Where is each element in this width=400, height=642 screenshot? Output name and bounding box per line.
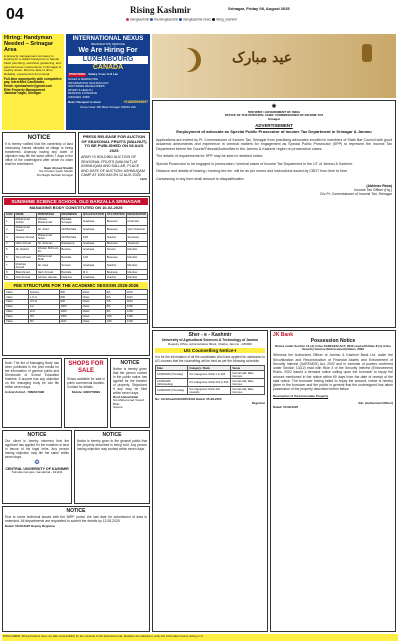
social-handle: rising_kashmir (215, 17, 238, 22)
table-cell: Class (81, 314, 105, 319)
table-header: RESIDENCE (60, 212, 81, 217)
table-cell: Ghulam Hassan (36, 275, 60, 280)
managing-body-table (4, 212, 148, 280)
itax-office-line: O/o Pr. Commissioner of Income Tax, Srinagar (319, 192, 392, 197)
table-row (5, 319, 148, 324)
table-row (5, 262, 148, 270)
table-cell: 1000 (59, 304, 81, 309)
hiring-body: A property management company is looking for a skilled handyman to handle basic plumbing, electrical, gardening, and general house maintenance in Srinagar & nearby areas. Must be able to drive. Reliable, experienced & punctual. (4, 53, 61, 77)
hiring-address: Jawahar nagar, Srinagar. (4, 91, 42, 96)
table-cell: 3rd (28, 314, 59, 319)
notice-mid (110, 358, 150, 428)
table-cell: Ab. Gani (36, 262, 60, 270)
itax-designation: Income Tax Officer (Hq.) (354, 188, 392, 193)
table-cell: 800 (59, 290, 81, 295)
table-row (5, 225, 148, 233)
table-cell: Sonwar (60, 262, 81, 270)
table-cell: Rawalpora (60, 241, 81, 246)
notice-title: NOTICE (27, 432, 47, 438)
table-cell: Bilal Ahmad (14, 270, 36, 275)
table-cell: L.K.G (28, 295, 59, 300)
possession-body: Whereas the Authorized Officer of Jammu & Kashmir Bank Ltd. under the Securitization and Reconstruction of Financial Assets and Enforcement of Security Interest (SARFAESI) Act, 2002 and in exercise of powers conferred under Section 13(12) read with Rule 3 of the Security Interest (Enforcement) Rules, 2002 issued a demand notice calling upon the borrower to repay the amount mentioned in the notice within 60 days from the date of receipt of the said notice. The borrower having failed to repay the amount, notice is hereby given to the borrower and the public in general that the undersigned has taken possession of the property described herein below. (273, 353, 393, 392)
table-cell: Member (126, 254, 147, 262)
table-cell: Member (126, 270, 147, 275)
possession-title: Possession Notice (310, 337, 356, 344)
table-cell: Ghulam Ahmad (14, 233, 36, 241)
table-cell: U.K.G (28, 300, 59, 305)
shops-ad (64, 358, 108, 428)
table-cell: Central Hall, Main Campus (231, 379, 265, 387)
table-header: Date (156, 366, 188, 371)
university-logo-icon: ❂ (34, 459, 40, 466)
position-item: AIRLINES JOBS (68, 95, 90, 100)
recruit-service: IMMIGRATION SERVICE (90, 41, 126, 46)
table-cell: 4 (5, 241, 15, 246)
fee-note-text: Note: The list of Managing Body has been published in the print media for the information of general public and Directorate of School Education Kashmir. If anyone has any objection on the managing body he can file within seven days. (5, 361, 59, 389)
social-strip (126, 18, 237, 22)
recruit-address: Grover Near JSK Bank Srinagar 190001 J&K (80, 104, 136, 109)
table-cell: Mushtaq Ahmad (14, 262, 36, 270)
notice-body: Notice is hereby given that the person named in the public notice has applied for the transfer of property. Objections if any may be filed within seven days. (113, 366, 147, 395)
table-cell: Teacher (105, 275, 126, 280)
table-cell: Member (126, 262, 147, 270)
possession-schedule: Description of the Immovable Property (273, 393, 329, 398)
table-cell: Ghulam Mohi-ud-din (37, 246, 59, 254)
shops-contact: Mobile: 9906778899 (71, 389, 101, 394)
skuast-subtitle: University of Agricultural Sciences & Technology of Jammu (161, 337, 259, 342)
social-handle: risingkashmir (129, 17, 150, 22)
table-cell: Member (126, 275, 147, 280)
itax-para-5: Canvassing in any form shall amount to disqualification. (156, 176, 245, 181)
position-item: SALES & MARKETING (68, 76, 99, 81)
cu-title: CENTRAL UNIVERSITY OF KASHMIR (5, 466, 69, 471)
table-cell: 7th (105, 300, 125, 305)
itax-title: ADVERTISEMENT (255, 123, 293, 129)
table-cell: 12th (81, 254, 105, 262)
notice-ref: R/o Baghi Mehtab Srinagar (36, 172, 73, 177)
shops-body: Shops available for sale in prime commercial location. Contact for details. (67, 376, 105, 389)
table-cell: 900 (59, 300, 81, 305)
table-cell: Class (81, 290, 105, 295)
table-cell: UG Categories: Rank 201 to 400 (188, 379, 231, 387)
table-cell: Barzalla (60, 254, 81, 262)
table-cell: Central Hall, Main Campus (231, 371, 265, 379)
counselling-table (155, 365, 265, 395)
cu-notice-ref: Dated: 06.08.2025 Deputy Registrar (5, 524, 56, 529)
table-cell: 2 (5, 225, 15, 233)
itax-para-2: The details of requirements for SPP may be seen in detailed notice. (156, 154, 264, 159)
table-cell: 1200 (125, 309, 147, 314)
table-cell: Graduate (81, 225, 105, 233)
table-cell: Teacher (105, 233, 126, 241)
table-header: PARENTAGE (36, 212, 60, 217)
press-release-ref: 112A (139, 176, 147, 181)
table-cell: 1100 (125, 290, 147, 295)
table-cell: Class (81, 295, 105, 300)
table-cell: 1300 (125, 314, 147, 319)
table-cell: 1000 (59, 314, 81, 319)
masthead (0, 0, 400, 32)
brand-logo: Rising Kashmir (130, 5, 191, 15)
notice-place: Sopore (113, 405, 123, 410)
recruit-hiring: We Are Hiring For (78, 47, 138, 55)
position-item: INFORMATION TECHNOLOGY (68, 80, 110, 85)
table-cell: Ab. Ahad (36, 225, 60, 233)
table-cell: 1 (5, 217, 15, 225)
notice-body: Notice is hereby given to the general public that the property described is being sold. Any person having objection may contact within seven days. (77, 438, 147, 451)
salary-label: Salary 4 Lac to 8 Lac (88, 72, 119, 77)
press-release (78, 132, 150, 194)
itax-para-3: Special Prosecutor to be engaged in prosecution / criminal cases of Income Tax Department in the UT of Jammu & Kashmir. (156, 161, 354, 166)
table-cell: Nazir Ahmad (36, 270, 60, 275)
table-cell: Graduate (81, 262, 105, 270)
table-cell: Treasurer (126, 241, 147, 246)
table-header: OCCUPATION (106, 213, 125, 217)
table-cell: M.A (81, 270, 105, 275)
table-cell: Business (105, 254, 126, 262)
moon-icon (172, 48, 196, 72)
web-icon (179, 18, 182, 21)
skuast-section: UG Counselling Notice-I (155, 348, 265, 353)
press-release-body: ARMY IS HOLDING AUCTION OF SEASONAL FRUITS (WALNUT) AT ASHMUQAM AND SALLAR, PLACE AND DATE OF AUCTION: ASHMUQAM CAMP AT 1000 AM ON 12 AUG 2025. (81, 155, 145, 178)
table-cell: 800 (59, 295, 81, 300)
table-cell: 12/08/2025 (Tuesday) (156, 371, 188, 379)
table-cell: Barzalla Srinagar (60, 217, 81, 225)
table-cell: Member (126, 246, 147, 254)
table-cell: Class (81, 304, 105, 309)
skuast-counselling (152, 330, 268, 632)
table-cell: Ab. Rehman (36, 241, 60, 246)
fee-title: FEE STRUCTURE FOR THE ACADEMIC SESSION 2025-2026 (4, 282, 148, 289)
skuast-office: Registry Office, Administrative Block, Chatha, Jammu - 180009 (168, 341, 252, 346)
table-row (5, 217, 148, 225)
table-cell: 6th (105, 290, 125, 295)
notice-body: Our client is hereby informed that the applicant has applied for the mutation of land in favour of his legal heirs. Any person having objection may file the same within seven days. (5, 438, 69, 459)
itax-para-1: Applications are invited by Pr. Commissioner of Income Tax, Srinagar from practicing advocates enrolled in members of State Bar Council with good academic antecedents and experience in criminal matters for engagement as Special Public Prosecutor (SPP) to represent the Income Tax Department before the Courts/Tribunal/Authorities in the Jammu & Kashmir region on prosecution cases. (156, 137, 392, 151)
table-cell: Mohammad Ashraf (14, 217, 36, 225)
table-cell: 8th (105, 304, 125, 309)
table-cell: Central Hall, Main Campus (231, 387, 265, 395)
table-cell: Old Barzalla (60, 225, 81, 233)
table-cell: Class (5, 314, 29, 319)
table-cell: Irfan Ahmad (14, 275, 36, 280)
table-cell: 10th (105, 319, 125, 324)
recruit-note: Note: Passport is must (68, 99, 101, 104)
table-header: QUALIFICATION (82, 213, 104, 217)
facebook-icon (150, 18, 153, 21)
itax-para-4: Distance and details of hearing / hearing fee etc. will be as per norms and instructions issued by CBDT from time to time. (156, 169, 348, 174)
itax-ministry: भारत सरकार / GOVERNMENT OF INDIA (247, 109, 301, 114)
table-cell: Vice Chairman (126, 225, 147, 233)
table-cell: 1000 (59, 309, 81, 314)
table-row (156, 379, 265, 387)
table-cell: 6 (5, 254, 15, 262)
hiring-title: Hiring: Handyman Needed – Srinagar Area (4, 35, 54, 53)
notice-title: NOTICE (102, 432, 122, 438)
notice-title: NOTICE (27, 135, 51, 141)
table-cell: 8 (5, 270, 15, 275)
income-tax-ad (152, 100, 396, 328)
possession-signer: Sd/- (Authorized Officer) (358, 401, 393, 406)
central-university-notice (2, 430, 72, 504)
table-header: S.NO (6, 213, 13, 217)
festival-heading: عید مبارک (232, 50, 293, 66)
skuast-title: Sher - e - Kashmir (188, 332, 232, 338)
hiring-email: Email: epmkashmir@gmail.com (4, 84, 53, 89)
table-cell: Mohammad Shafi (36, 254, 60, 262)
notice-signer: Nazir Ahmed Sheikh (44, 165, 73, 170)
fee-footer: Ashraf Ashraf - 7889617998 (5, 390, 45, 394)
table-cell: 1100 (125, 295, 147, 300)
skuast-signer: Registrar (251, 400, 265, 405)
table-cell: Bemina (60, 246, 81, 254)
table-cell: Ab. Rashid (14, 246, 36, 254)
table-cell: 3 (5, 233, 15, 241)
table-header: Venue (231, 366, 265, 371)
positions-list (68, 78, 148, 100)
table-cell: Old Barzalla (60, 233, 81, 241)
table-cell: Class (5, 295, 29, 300)
cu-nirf-notice (2, 506, 150, 632)
cu-subtitle: Tulmulla Campus, Ganderbal - 191131 (11, 469, 63, 474)
table-cell: 5 (5, 246, 15, 254)
table-cell: Graduate (81, 275, 105, 280)
positions-label: POSITIONS (69, 72, 86, 77)
table-cell: 7 (5, 262, 15, 270)
notice-body: It is hereby notified that the ownership of land measuring Kanals situated at village is being transferred. Anybody having any claim or objection may file the same within 7 days in the office of the undersigned after which no claim shall be entertained. (5, 141, 73, 166)
recruit-country-1: LUXEMBOURG (68, 56, 148, 64)
table-cell: Nursery (28, 290, 59, 295)
table-cell: Graduate (81, 246, 105, 254)
skuast-body: It is for the information of all the candidates who have applied for admission to UG courses that the counselling will be held as per the following schedule. (155, 355, 265, 364)
table-row (5, 246, 148, 254)
possession-subtitle: Notice under Section 13 (4) of the SARFAESI ACT, 2002 read with Rule 8 (1) of the Security Interest (Enforcement) Rules, 2002 (275, 343, 391, 351)
recruit-country-2: CANADA (92, 64, 124, 72)
notice-ownership (2, 132, 76, 194)
shops-title: SHOPS FOR SALE (68, 361, 104, 374)
itax-emblem: ✺ (271, 104, 277, 110)
x-icon (212, 18, 215, 21)
table-cell: 1100 (59, 319, 81, 324)
table-cell: Service (105, 246, 126, 254)
table-header: DESIGNATION (127, 213, 146, 217)
table-cell: 1100 (125, 300, 147, 305)
table-cell: Graduate (81, 241, 105, 246)
page-number: 04 (6, 6, 24, 23)
possession-date: Dated: 05.08.2025 (273, 404, 299, 409)
table-cell: Class (81, 309, 105, 314)
table-cell: Business (105, 241, 126, 246)
table-row (5, 275, 148, 280)
table-cell: Nazir Ahmad (14, 241, 36, 246)
table-cell: 10th (81, 233, 105, 241)
table-cell: Mohammad Akbar (36, 233, 60, 241)
table-cell: Tariq Ahmad (14, 254, 36, 262)
table-cell: Business (105, 270, 126, 275)
table-cell: Class (81, 319, 105, 324)
school-subtitle: MANAGING BODY CONSTITUTED ON 10-02-2025 (29, 205, 123, 211)
instagram-icon (126, 18, 129, 21)
position-item: BANKING & FINANCE (68, 91, 98, 96)
table-cell: Graduate (81, 217, 105, 225)
position-item: SOFTWARE DEVELOPERS (68, 84, 105, 89)
hiring-line2: Full-time opportunity with competitive pay. Interested Candidates (4, 76, 62, 85)
table-cell: 13/08/2025 (Wednesday) (156, 379, 188, 387)
fee-note (2, 358, 62, 428)
notice-name: Rouf Ahmad Bhat (113, 394, 139, 399)
itax-signer: (Abhinav Rana) (366, 184, 392, 189)
table-row (5, 254, 148, 262)
table-cell: 5th (28, 319, 59, 324)
table-cell: 1200 (125, 304, 147, 309)
table-cell: 1300 (125, 319, 147, 324)
recruit-phone: +918899953697 (123, 99, 148, 104)
hiring-company: Elite Property Management (4, 87, 46, 92)
school-title: SUNSHINE SCIENCE SCHOOL OLD BARZALLA SRINAGAR (4, 198, 148, 205)
social-handle: risingkashmir.news (183, 17, 211, 22)
table-cell: Chairman (126, 217, 147, 225)
table-cell: Teacher (105, 262, 126, 270)
table-cell: 9 (5, 275, 15, 280)
table-cell: Class (5, 290, 29, 295)
table-row (156, 371, 265, 379)
cu-notice-body: Due to some technical issues with the NIRF portal, the last date for submission of data is extended. All departments are requested to submit the details by 12.08.2025. (5, 514, 147, 523)
table-cell: Natipora (60, 275, 81, 280)
table-cell: Class (5, 300, 29, 305)
table-cell: 1st (28, 304, 59, 309)
table-cell: Business (105, 217, 126, 225)
table-cell: Ghulam Mohammad (36, 217, 60, 225)
bank-logo: JK Bank (273, 332, 294, 338)
itax-office: OFFICE OF THE PRINCIPAL CHIEF COMMISSIONER OF INCOME TAX (224, 113, 324, 118)
recruit-agency: INTERNATIONAL NEXUS (72, 36, 144, 42)
notice-title: NOTICE (120, 360, 140, 366)
press-release-title: PRESS RELEASE FOR AUCTION OF SEASONAL FRUITS (WALNUT) TO BE PUBLISHED ON 08 AUG 2025 (81, 134, 147, 153)
disclaimer: DISCLAIMER: Rising Kashmir does not take responsibility for the contents of the advertisements. Readers are advised to verify the information before acting on it. (2, 634, 398, 641)
table-cell: Class (5, 304, 29, 309)
social-handle: therisingkashmir (154, 17, 179, 22)
itax-subtitle: Employment of advocate as Special Public Prosecutor of Income Tax Department in Srinagar & Jammu (176, 129, 372, 135)
hiring-ad (2, 34, 64, 130)
table-header: NAME (14, 212, 36, 217)
skuast-ref: No: AUJ/Acad/UG/2025/1234 Dated: 05-08-2025 (155, 397, 222, 402)
table-cell: 14/08/2025 (Thursday) (156, 387, 188, 395)
table-cell: 2nd (28, 309, 59, 314)
school-managing-body (2, 196, 150, 356)
table-cell: Barzalla (60, 270, 81, 275)
table-header: Category / Rank (188, 366, 231, 371)
recruitment-ad (66, 34, 150, 130)
table-cell: 9th (105, 309, 125, 314)
table-row (156, 387, 265, 395)
possession-notice (270, 330, 396, 632)
table-cell: Class (81, 300, 105, 305)
issue-date: Srinagar, Friday 08, August 2025 (228, 6, 290, 11)
table-cell: UG Categories: Rank 401 onwards (188, 387, 231, 395)
cu-notice-title: NOTICE (66, 508, 86, 514)
table-cell: Class (5, 319, 29, 324)
table-cell: Mohammad Yousuf (14, 225, 36, 233)
table-row (5, 233, 148, 241)
table-cell: UG Categories: Rank 1 to 200 (188, 371, 231, 379)
notice-address: S/o Ghulam Qadir Sheikh (38, 169, 73, 174)
table-cell: Secretary (126, 233, 147, 241)
itax-city: Srinagar (267, 116, 281, 121)
position-item: SPORT & HEALTH (68, 87, 93, 92)
table-cell: Class (5, 309, 29, 314)
table-cell: Business (105, 225, 126, 233)
notice-ref: S/o Mohammad Yousuf Bhat (113, 398, 145, 406)
fee-table (4, 289, 148, 324)
festival-banner (152, 34, 396, 98)
lantern-icon (362, 44, 372, 62)
table-cell: 10th (105, 314, 125, 319)
table-cell: 6th (105, 295, 125, 300)
notice-urdu-2 (74, 430, 150, 504)
